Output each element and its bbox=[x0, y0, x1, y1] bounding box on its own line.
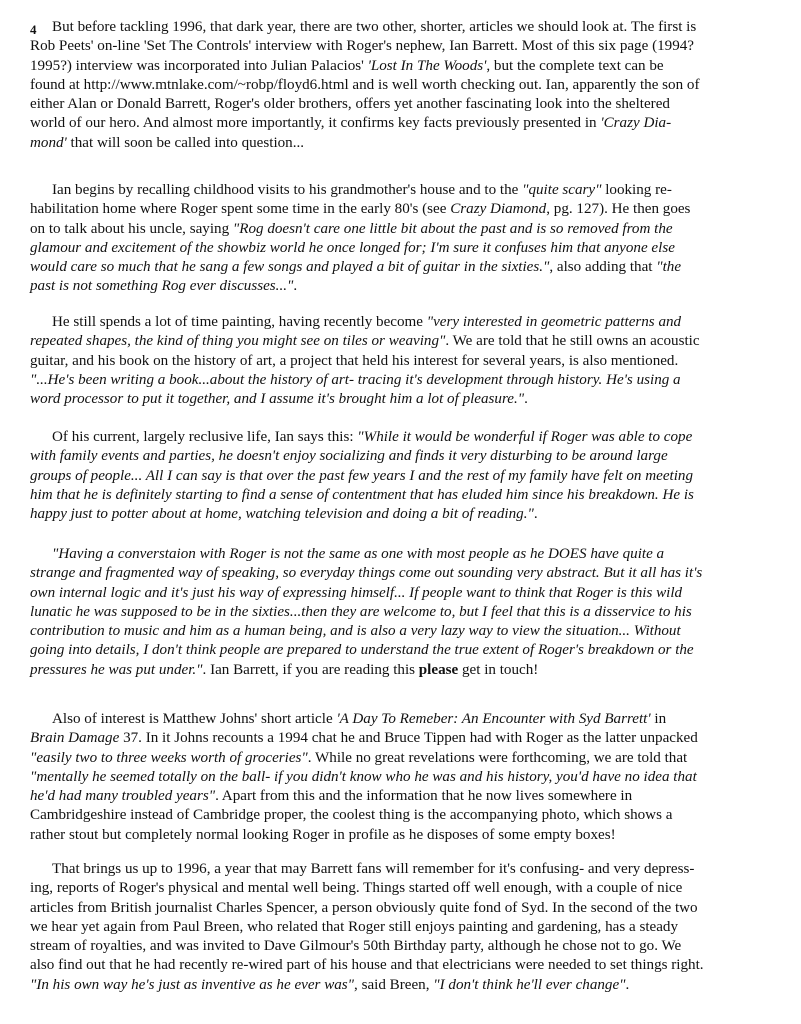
text-line bbox=[30, 584, 770, 603]
text-line bbox=[30, 352, 770, 371]
text-run: . While no great revelations were forthcoming, we are told that bbox=[307, 749, 688, 766]
text-run: rather stout but completely normal looking Roger in profile as he disposes of some empty boxes! bbox=[30, 826, 616, 843]
text-line bbox=[30, 976, 770, 995]
text-run: looking re- bbox=[601, 182, 672, 198]
text-run: Cambridgeshire instead of Cambridge proper, the coolest thing is the accompanying photo, which shows a bbox=[30, 807, 673, 824]
text-run: found at http://www.mtnlake.com/~robp/floyd6.html and is well worth checking out. Ian, apparently the son of bbox=[30, 76, 700, 93]
text-run: articles from British journalist Charles Spencer, a person obviously quite fond of Syd. In the second of the two bbox=[30, 899, 698, 916]
text-line bbox=[30, 220, 770, 239]
text-run: habilitation home where Roger spent some time in the early 80's (see bbox=[30, 201, 451, 218]
text-line bbox=[30, 181, 770, 200]
text-line bbox=[30, 729, 770, 748]
italic-text: pressures he was put under." bbox=[30, 661, 203, 678]
italic-text: strange and fragmented way of speaking, so everyday things come out sounding very abstract. But it all has it's bbox=[30, 565, 703, 582]
paragraph-childhood-visits bbox=[30, 181, 770, 297]
italic-text: own internal logic and it's just his way of expressing himself... If people want to think that Roger is this wild bbox=[30, 584, 683, 601]
text-line bbox=[30, 332, 770, 351]
text-line bbox=[30, 899, 770, 918]
text-run: guitar, and his book on the history of art, a project that held his interest for several years, is also mentioned. bbox=[30, 352, 679, 369]
text-run: that will soon be called into question... bbox=[66, 134, 305, 151]
italic-text: would care so much that he sang a few songs and played a bit of guitar in the sixties." bbox=[30, 259, 550, 276]
italic-text: happy just to potter about at home, watching television and doing a bit of reading." bbox=[30, 506, 534, 523]
italic-text: "I don't think he'll ever change" bbox=[433, 976, 626, 993]
italic-text: going into details, I don't think people are prepared to understand the true extent of Roger's breakdown or the bbox=[30, 642, 694, 659]
paragraph-brain-damage-article bbox=[30, 710, 770, 845]
italic-text: 'A Day To Remeber: An Encounter with Syd Barrett' bbox=[336, 711, 651, 727]
text-line bbox=[30, 313, 770, 332]
text-run: , but the complete text can be bbox=[486, 57, 664, 74]
paragraph-painting bbox=[30, 313, 770, 409]
text-line bbox=[30, 37, 770, 56]
text-line bbox=[30, 114, 770, 133]
text-run: , also adding that bbox=[549, 259, 657, 276]
italic-text: Brain Damage bbox=[30, 730, 120, 747]
text-run: 1995?) interview was incorporated into Julian Palacios' bbox=[30, 57, 368, 74]
text-line bbox=[30, 661, 770, 680]
text-run: ing, reports of Roger's physical and mental well being. Things started off well enough, with a couple of nice bbox=[30, 880, 683, 897]
text-run: we hear yet again from Paul Breen, who related that Roger still enjoys painting and gardening, has a steady bbox=[30, 918, 678, 935]
text-line bbox=[30, 467, 770, 486]
text-line bbox=[30, 390, 770, 409]
text-line bbox=[30, 76, 770, 95]
text-line bbox=[30, 200, 770, 219]
text-line bbox=[30, 545, 770, 564]
text-line bbox=[30, 134, 770, 153]
text-line bbox=[30, 749, 770, 768]
text-run: But before tackling 1996, that dark year, there are two other, shorter, articles we should look at. The first is bbox=[52, 19, 697, 35]
text-run: . bbox=[524, 391, 528, 408]
text-line bbox=[30, 239, 770, 258]
text-line bbox=[30, 447, 770, 466]
text-line bbox=[30, 428, 770, 447]
text-run: . Apart from this and the information that he now lives somewhere in bbox=[215, 788, 633, 805]
text-run: . bbox=[625, 976, 630, 993]
text-run: get in touch! bbox=[458, 661, 539, 678]
text-line bbox=[30, 879, 770, 898]
text-line bbox=[30, 18, 770, 37]
text-run: in bbox=[650, 711, 667, 727]
italic-text: groups of people... All I can say is that over the past few years I and the rest of my family have felt on meeting bbox=[30, 467, 694, 484]
text-line bbox=[30, 95, 770, 114]
italic-text: he'd had many troubled years" bbox=[30, 788, 216, 805]
text-line bbox=[30, 505, 770, 524]
text-run: . bbox=[293, 278, 298, 295]
text-line bbox=[30, 258, 770, 277]
text-line bbox=[30, 486, 770, 505]
bold-text: please bbox=[418, 661, 459, 678]
text-line bbox=[30, 57, 770, 76]
text-run: He still spends a lot of time painting, having recently become bbox=[52, 314, 427, 330]
page-number: 4 bbox=[30, 22, 37, 37]
italic-text: "easily two to three weeks worth of groceries" bbox=[30, 749, 308, 766]
text-line bbox=[30, 787, 770, 806]
italic-text: 'Lost In The Woods' bbox=[367, 57, 487, 74]
text-line bbox=[30, 860, 770, 879]
text-run: , pg. 127). He then goes bbox=[546, 201, 691, 218]
paragraph-1996 bbox=[30, 860, 770, 995]
text-line bbox=[30, 956, 770, 975]
italic-text: him that he is definitely starting to find a sense of contentment that has eluded him since his breakdown. He is bbox=[30, 486, 694, 503]
text-run: 37. In it Johns recounts a 1994 chat he and Bruce Tippen had with Roger as the latter unpacked bbox=[119, 730, 698, 747]
italic-text: repeated shapes, the kind of thing you might see on tiles or weaving" bbox=[30, 333, 446, 350]
text-run: also find out that he had recently re-wired part of his house and that electricians were needed to set things right. bbox=[30, 957, 704, 974]
text-run: world of our hero. And almost more importantly, it confirms key facts previously presented in bbox=[30, 115, 601, 132]
italic-text: 'Crazy Dia- bbox=[600, 115, 672, 132]
text-line bbox=[30, 826, 770, 845]
text-run: on to talk about his uncle, saying bbox=[30, 220, 233, 237]
text-line bbox=[30, 918, 770, 937]
paragraph-intro bbox=[30, 18, 770, 153]
italic-text: "mentally he seemed totally on the ball- if you didn't know who he was and his history, you'd have no idea that bbox=[30, 768, 697, 785]
text-run: stream of royalties, and was invited to Dave Gilmour's 50th Birthday party, although he chose not to go. We bbox=[30, 938, 682, 955]
italic-text: "In his own way he's just as inventive as he ever was" bbox=[30, 976, 355, 993]
text-run: Also of interest is Matthew Johns' short article bbox=[52, 711, 337, 727]
text-line bbox=[30, 937, 770, 956]
text-run: Rob Peets' on-line 'Set The Controls' interview with Roger's nephew, Ian Barrett. Most of this six page (1994? bbox=[30, 38, 694, 55]
text-line bbox=[30, 371, 770, 390]
paragraph-reclusive-life bbox=[30, 428, 770, 524]
italic-text: "quite scary" bbox=[522, 182, 602, 198]
text-run: . bbox=[533, 506, 538, 523]
italic-text: contribution to music and him as a human being, and is also a very lazy way to view the situation... Without bbox=[30, 623, 681, 640]
text-line bbox=[30, 710, 770, 729]
text-line bbox=[30, 277, 770, 296]
italic-text: Crazy Diamond bbox=[450, 201, 547, 218]
italic-text: word processor to put it together, and I assume it's brought him a lot of pleasure." bbox=[30, 391, 525, 408]
italic-text: "...He's been writing a book...about the history of art- tracing it's development through history. He's using a bbox=[30, 371, 681, 388]
italic-text: glamour and excitement of the showbiz world he once longed for; I'm sure it confuses him that anyone else bbox=[30, 239, 675, 256]
text-line bbox=[30, 806, 770, 825]
italic-text: "the bbox=[656, 259, 682, 276]
text-run: . Ian Barrett, if you are reading this bbox=[202, 661, 419, 678]
italic-text: "very interested in geometric patterns and bbox=[426, 314, 682, 330]
italic-text: past is not something Rog ever discusses..." bbox=[30, 278, 294, 295]
italic-text: mond' bbox=[30, 134, 67, 151]
text-line bbox=[30, 768, 770, 787]
italic-text: with family events and parties, he doesn't enjoy socializing and finds it very disturbing to be around large bbox=[30, 448, 668, 465]
text-run: That brings us up to 1996, a year that may Barrett fans will remember for it's confusing- and very depress- bbox=[52, 861, 695, 877]
text-line bbox=[30, 622, 770, 641]
text-run: Of his current, largely reclusive life, Ian says this: bbox=[52, 429, 358, 445]
italic-text: "Having a converstaion with Roger is not the same as one with most people as he DOES have quite a bbox=[52, 546, 665, 562]
text-run: . We are told that he still owns an acoustic bbox=[445, 333, 700, 350]
text-line bbox=[30, 603, 770, 622]
italic-text: "Rog doesn't care one little bit about the past and is so removed from the bbox=[232, 220, 673, 237]
text-run: Ian begins by recalling childhood visits to his grandmother's house and to the bbox=[52, 182, 523, 198]
paragraph-quote-conversation bbox=[30, 545, 770, 680]
text-run: either Alan or Donald Barrett, Roger's older brothers, offers yet another fascinating look into the sheltered bbox=[30, 96, 670, 113]
italic-text: "While it would be wonderful if Roger was able to cope bbox=[357, 429, 693, 445]
text-run: , said Breen, bbox=[354, 976, 434, 993]
text-line bbox=[30, 564, 770, 583]
text-line bbox=[30, 641, 770, 660]
italic-text: lunatic he was supposed to be in the sixties...then they are welcome to, but I feel that this is a disservice to his bbox=[30, 603, 692, 620]
